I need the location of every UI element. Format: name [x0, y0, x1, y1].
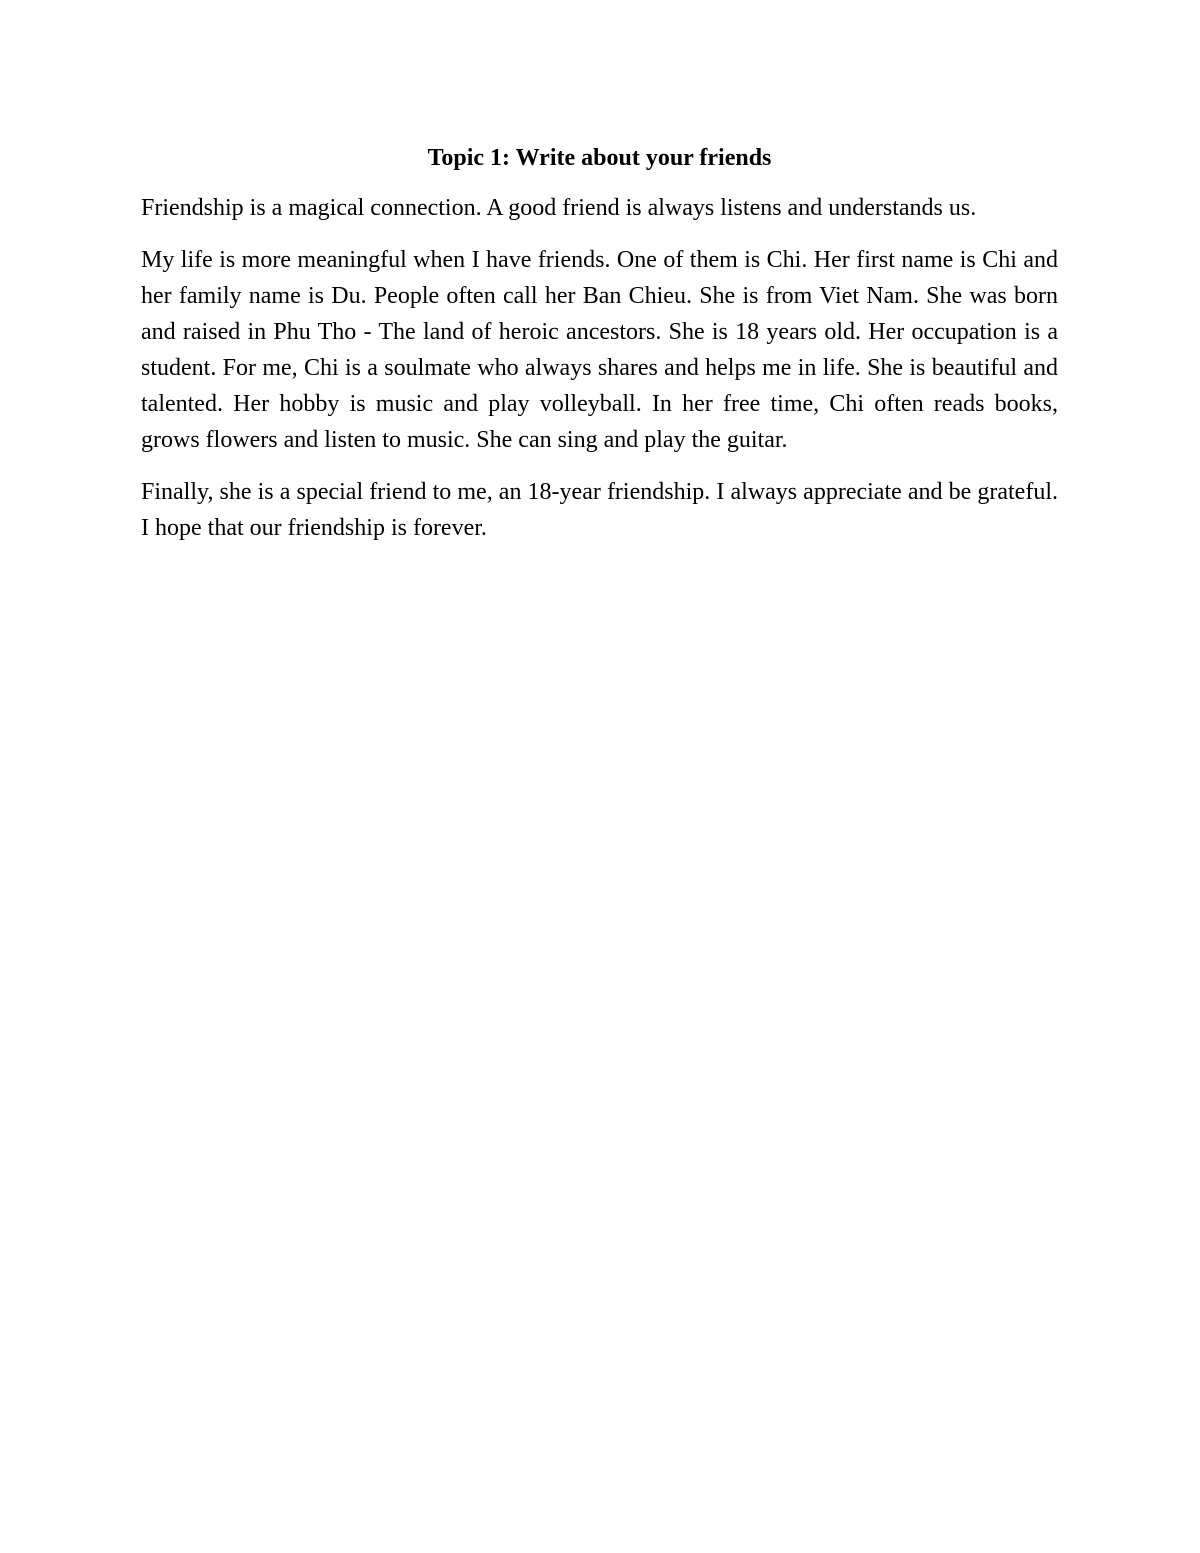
document-body — [141, 140, 1058, 562]
paragraph-body: My life is more meaningful when I have friends. One of them is Chi. Her first name is Chi and her family name is Du. People often call her Ban Chieu. She is from Viet Nam. She was born and raised in Phu Tho - The land of heroic ancestors. She is 18 years old. Her occupation is a student. For me, Chi is a soulmate who always shares and helps me in life. She is beautiful and talented. Her hobby is music and play volleyball. In her free time, Chi often reads books, grows flowers and listen to music. She can sing and play the guitar. — [141, 247, 1058, 453]
paragraph-intro: Friendship is a magical connection. A good friend is always listens and understands us. — [141, 195, 977, 221]
document-title: Topic 1: Write about your friends — [427, 145, 772, 171]
paragraph-conclusion: Finally, she is a special friend to me, an 18-year friendship. I always appreciate and be grateful. I hope that our friendship is forever. — [141, 479, 1058, 541]
